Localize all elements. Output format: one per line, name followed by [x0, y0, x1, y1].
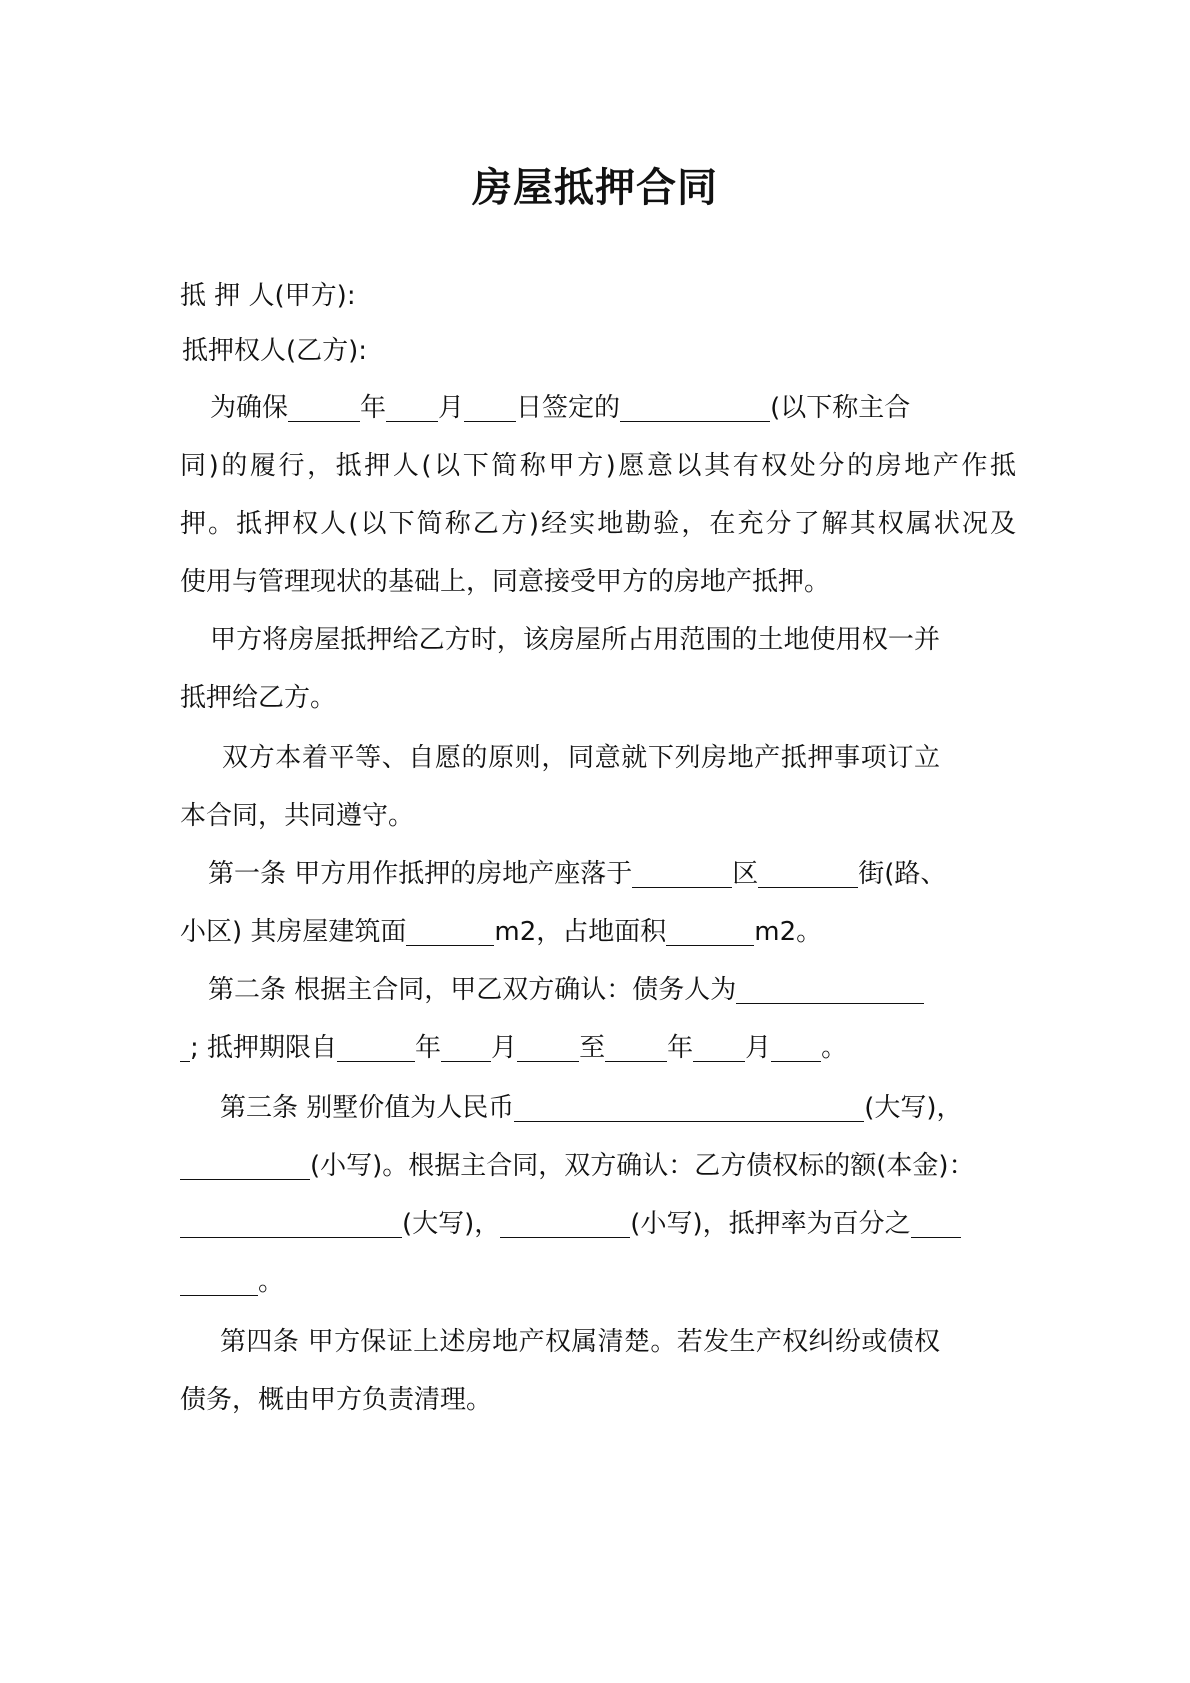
article-4-line-2: 债务，概由甲方负责清理。: [180, 1385, 493, 1415]
text-segment: (小写)。根据主合同，双方确认：乙方债权标的额(本金)：: [310, 1151, 975, 1181]
blank-start-day: [517, 1031, 579, 1062]
text-segment: 为确保: [210, 393, 289, 423]
party-a-label: 抵 押 人(甲方):: [180, 281, 356, 311]
blank-start-month: [441, 1031, 491, 1062]
blank-debtor: [736, 973, 924, 1004]
text-segment: (大写)，: [864, 1093, 963, 1123]
text-segment: m2。: [754, 917, 823, 947]
blank-principal-uppercase: [180, 1207, 402, 1238]
article-1-line-2: [180, 912, 1016, 952]
blank-land-area: [666, 915, 754, 946]
article-2-line-1: [208, 970, 948, 1010]
text-segment: ; 抵押期限自: [190, 1033, 338, 1063]
para-1-line-1: [210, 388, 940, 428]
text-segment: m2，占地面积: [494, 917, 667, 947]
blank-building-area: [406, 915, 494, 946]
text-segment: 第三条 别墅价值为人民币: [220, 1093, 515, 1123]
para-2-line-2: 抵押给乙方。: [180, 683, 337, 713]
text-segment: 年: [360, 393, 387, 423]
para-3-line-2: 本合同，共同遵守。: [180, 801, 415, 831]
text-segment: (大写)，: [402, 1209, 501, 1239]
blank-street: [758, 857, 858, 888]
text-segment: (以下称主合: [770, 393, 911, 423]
text-segment: 至: [579, 1033, 606, 1063]
article-4-line-1: 第四条 甲方保证上述房地产权属清楚。若发生产权纠纷或债权: [220, 1327, 940, 1357]
blank-principal-lowercase: [500, 1207, 630, 1238]
blank-end-month: [693, 1031, 745, 1062]
party-b-label: 抵押权人(乙方):: [182, 336, 368, 366]
blank-end-day: [771, 1031, 821, 1062]
text-segment: 小区) 其房屋建筑面: [180, 917, 407, 947]
article-3-line-3: [180, 1204, 1016, 1244]
blank-value-uppercase: [514, 1091, 864, 1122]
blank-start-year: [337, 1031, 415, 1062]
blank-month: [386, 391, 438, 422]
blank-value-lowercase: [180, 1149, 310, 1180]
text-segment: 第一条 甲方用作抵押的房地产座落于: [208, 859, 633, 889]
article-2-line-2: [180, 1028, 1016, 1068]
text-segment: (小写)，抵押率为百分之: [630, 1209, 911, 1239]
text-segment: 月: [438, 393, 465, 423]
text-segment: 年: [667, 1033, 694, 1063]
text-segment: 年: [415, 1033, 442, 1063]
text-segment: 日签定的: [516, 393, 621, 423]
text-segment: 月: [745, 1033, 772, 1063]
article-3-line-2: [180, 1146, 1016, 1186]
text-segment: 第二条 根据主合同，甲乙双方确认：债务人为: [208, 975, 737, 1005]
blank-mortgage-rate: [911, 1207, 961, 1238]
para-3-line-1: 双方本着平等、自愿的原则，同意就下列房地产抵押事项订立: [222, 743, 940, 773]
para-1-line-4: 使用与管理现状的基础上，同意接受甲方的房地产抵押。: [180, 567, 831, 597]
blank-contract-name: [620, 391, 770, 422]
document-title: 房屋抵押合同: [472, 164, 718, 211]
article-3-line-4: [180, 1262, 1016, 1302]
blank-mortgage-rate-cont: [180, 1265, 258, 1296]
para-1-line-2: 同)的履行，抵押人(以下简称甲方)愿意以其有权处分的房地产作抵: [180, 451, 1016, 481]
blank-end-year: [605, 1031, 667, 1062]
text-segment: 。: [258, 1267, 285, 1297]
text-segment: 区: [732, 859, 759, 889]
blank-year: [288, 391, 360, 422]
blank-debtor-cont: [180, 1031, 190, 1062]
para-1-line-3: 押。抵押权人(以下简称乙方)经实地勘验，在充分了解其权属状况及: [180, 509, 1016, 539]
text-segment: 月: [491, 1033, 518, 1063]
text-segment: 。: [821, 1033, 848, 1063]
para-2-line-1: 甲方将房屋抵押给乙方时，该房屋所占用范围的土地使用权一并: [210, 625, 940, 655]
blank-district: [632, 857, 732, 888]
text-segment: 街(路、: [858, 859, 947, 889]
article-3-line-1: [220, 1088, 980, 1128]
article-1-line-1: [208, 854, 968, 894]
blank-day: [464, 391, 516, 422]
